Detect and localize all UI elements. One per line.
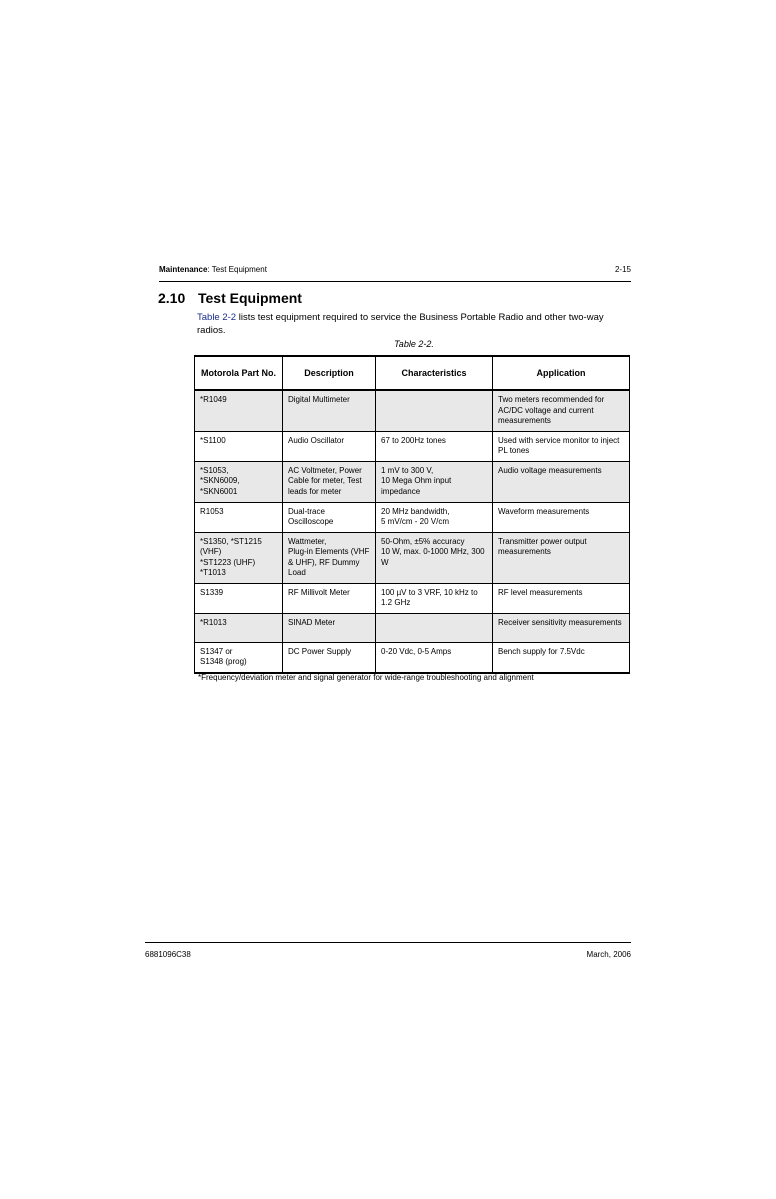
table-row: [195, 532, 630, 583]
application-cell: Transmitter power output measurements: [493, 532, 630, 583]
characteristics-cell: 0-20 Vdc, 0-5 Amps: [376, 642, 493, 673]
description-cell: RF Millivolt Meter: [283, 583, 376, 613]
characteristics-cell: 67 to 200Hz tones: [376, 431, 493, 461]
application-cell: Bench supply for 7.5Vdc: [493, 642, 630, 673]
application-cell: RF level measurements: [493, 583, 630, 613]
column-header-application: Application: [493, 356, 630, 390]
table-row: [195, 390, 630, 431]
page-footer: [145, 950, 631, 959]
table-caption: Table 2-2.: [394, 339, 434, 349]
characteristics-cell: 1 mV to 300 V, 10 Mega Ohm input impedance: [376, 461, 493, 502]
table-row: [195, 502, 630, 532]
table-header-row: [195, 356, 630, 390]
column-header-characteristics: Characteristics: [376, 356, 493, 390]
characteristics-cell: [376, 613, 493, 642]
intro-text: lists test equipment required to service the Business Portable Radio and other two-way radios.: [197, 312, 604, 336]
application-cell: Audio voltage measurements: [493, 461, 630, 502]
table-row: [195, 642, 630, 673]
part-number-cell: *S1100: [195, 431, 283, 461]
characteristics-cell: 20 MHz bandwidth, 5 mV/cm - 20 V/cm: [376, 502, 493, 532]
test-equipment-table: [194, 355, 630, 674]
characteristics-cell: 50-Ohm, ±5% accuracy 10 W, max. 0-1000 MHz, 300 W: [376, 532, 493, 583]
application-cell: Two meters recommended for AC/DC voltage and current measurements: [493, 390, 630, 431]
header-breadcrumb: [159, 265, 267, 274]
header-title: : Test Equipment: [207, 265, 267, 274]
section-number: 2.10: [158, 290, 186, 306]
footer-date: March, 2006: [586, 950, 631, 959]
table-footnote: *Frequency/deviation meter and signal generator for wide-range troubleshooting and alignment: [198, 673, 534, 682]
intro-paragraph: [197, 311, 631, 337]
part-number-cell: *R1013: [195, 613, 283, 642]
part-number-cell: *R1049: [195, 390, 283, 431]
table-row: [195, 583, 630, 613]
header-page-number: 2-15: [614, 265, 631, 274]
description-cell: Digital Multimeter: [283, 390, 376, 431]
application-cell: Used with service monitor to inject PL tones: [493, 431, 630, 461]
page-header: [159, 265, 631, 274]
column-header-part-number: Motorola Part No.: [195, 356, 283, 390]
column-header-description: Description: [283, 356, 376, 390]
header-chapter: Maintenance: [159, 265, 208, 274]
part-number-cell: *S1350, *ST1215 (VHF) *ST1223 (UHF) *T1013: [195, 532, 283, 583]
part-number-cell: S1347 or S1348 (prog): [195, 642, 283, 673]
header-divider: [159, 281, 631, 282]
part-number-cell: R1053: [195, 502, 283, 532]
characteristics-cell: 100 µV to 3 VRF, 10 kHz to 1.2 GHz: [376, 583, 493, 613]
table-row: [195, 613, 630, 642]
footer-divider: [145, 942, 631, 943]
table-reference-link[interactable]: Table 2-2: [197, 312, 237, 323]
characteristics-cell: [376, 390, 493, 431]
part-number-cell: S1339: [195, 583, 283, 613]
application-cell: Receiver sensitivity measurements: [493, 613, 630, 642]
description-cell: DC Power Supply: [283, 642, 376, 673]
description-cell: Dual-trace Oscilloscope: [283, 502, 376, 532]
part-number-cell: *S1053, *SKN6009, *SKN6001: [195, 461, 283, 502]
section-heading: [158, 290, 302, 306]
table-row: [195, 461, 630, 502]
section-title: Test Equipment: [198, 290, 302, 306]
table-row: [195, 431, 630, 461]
application-cell: Waveform measurements: [493, 502, 630, 532]
description-cell: SINAD Meter: [283, 613, 376, 642]
description-cell: Wattmeter, Plug-in Elements (VHF & UHF), RF Dummy Load: [283, 532, 376, 583]
description-cell: Audio Oscillator: [283, 431, 376, 461]
description-cell: AC Voltmeter, Power Cable for meter, Test leads for meter: [283, 461, 376, 502]
footer-doc-number: 6881096C38: [145, 950, 191, 959]
